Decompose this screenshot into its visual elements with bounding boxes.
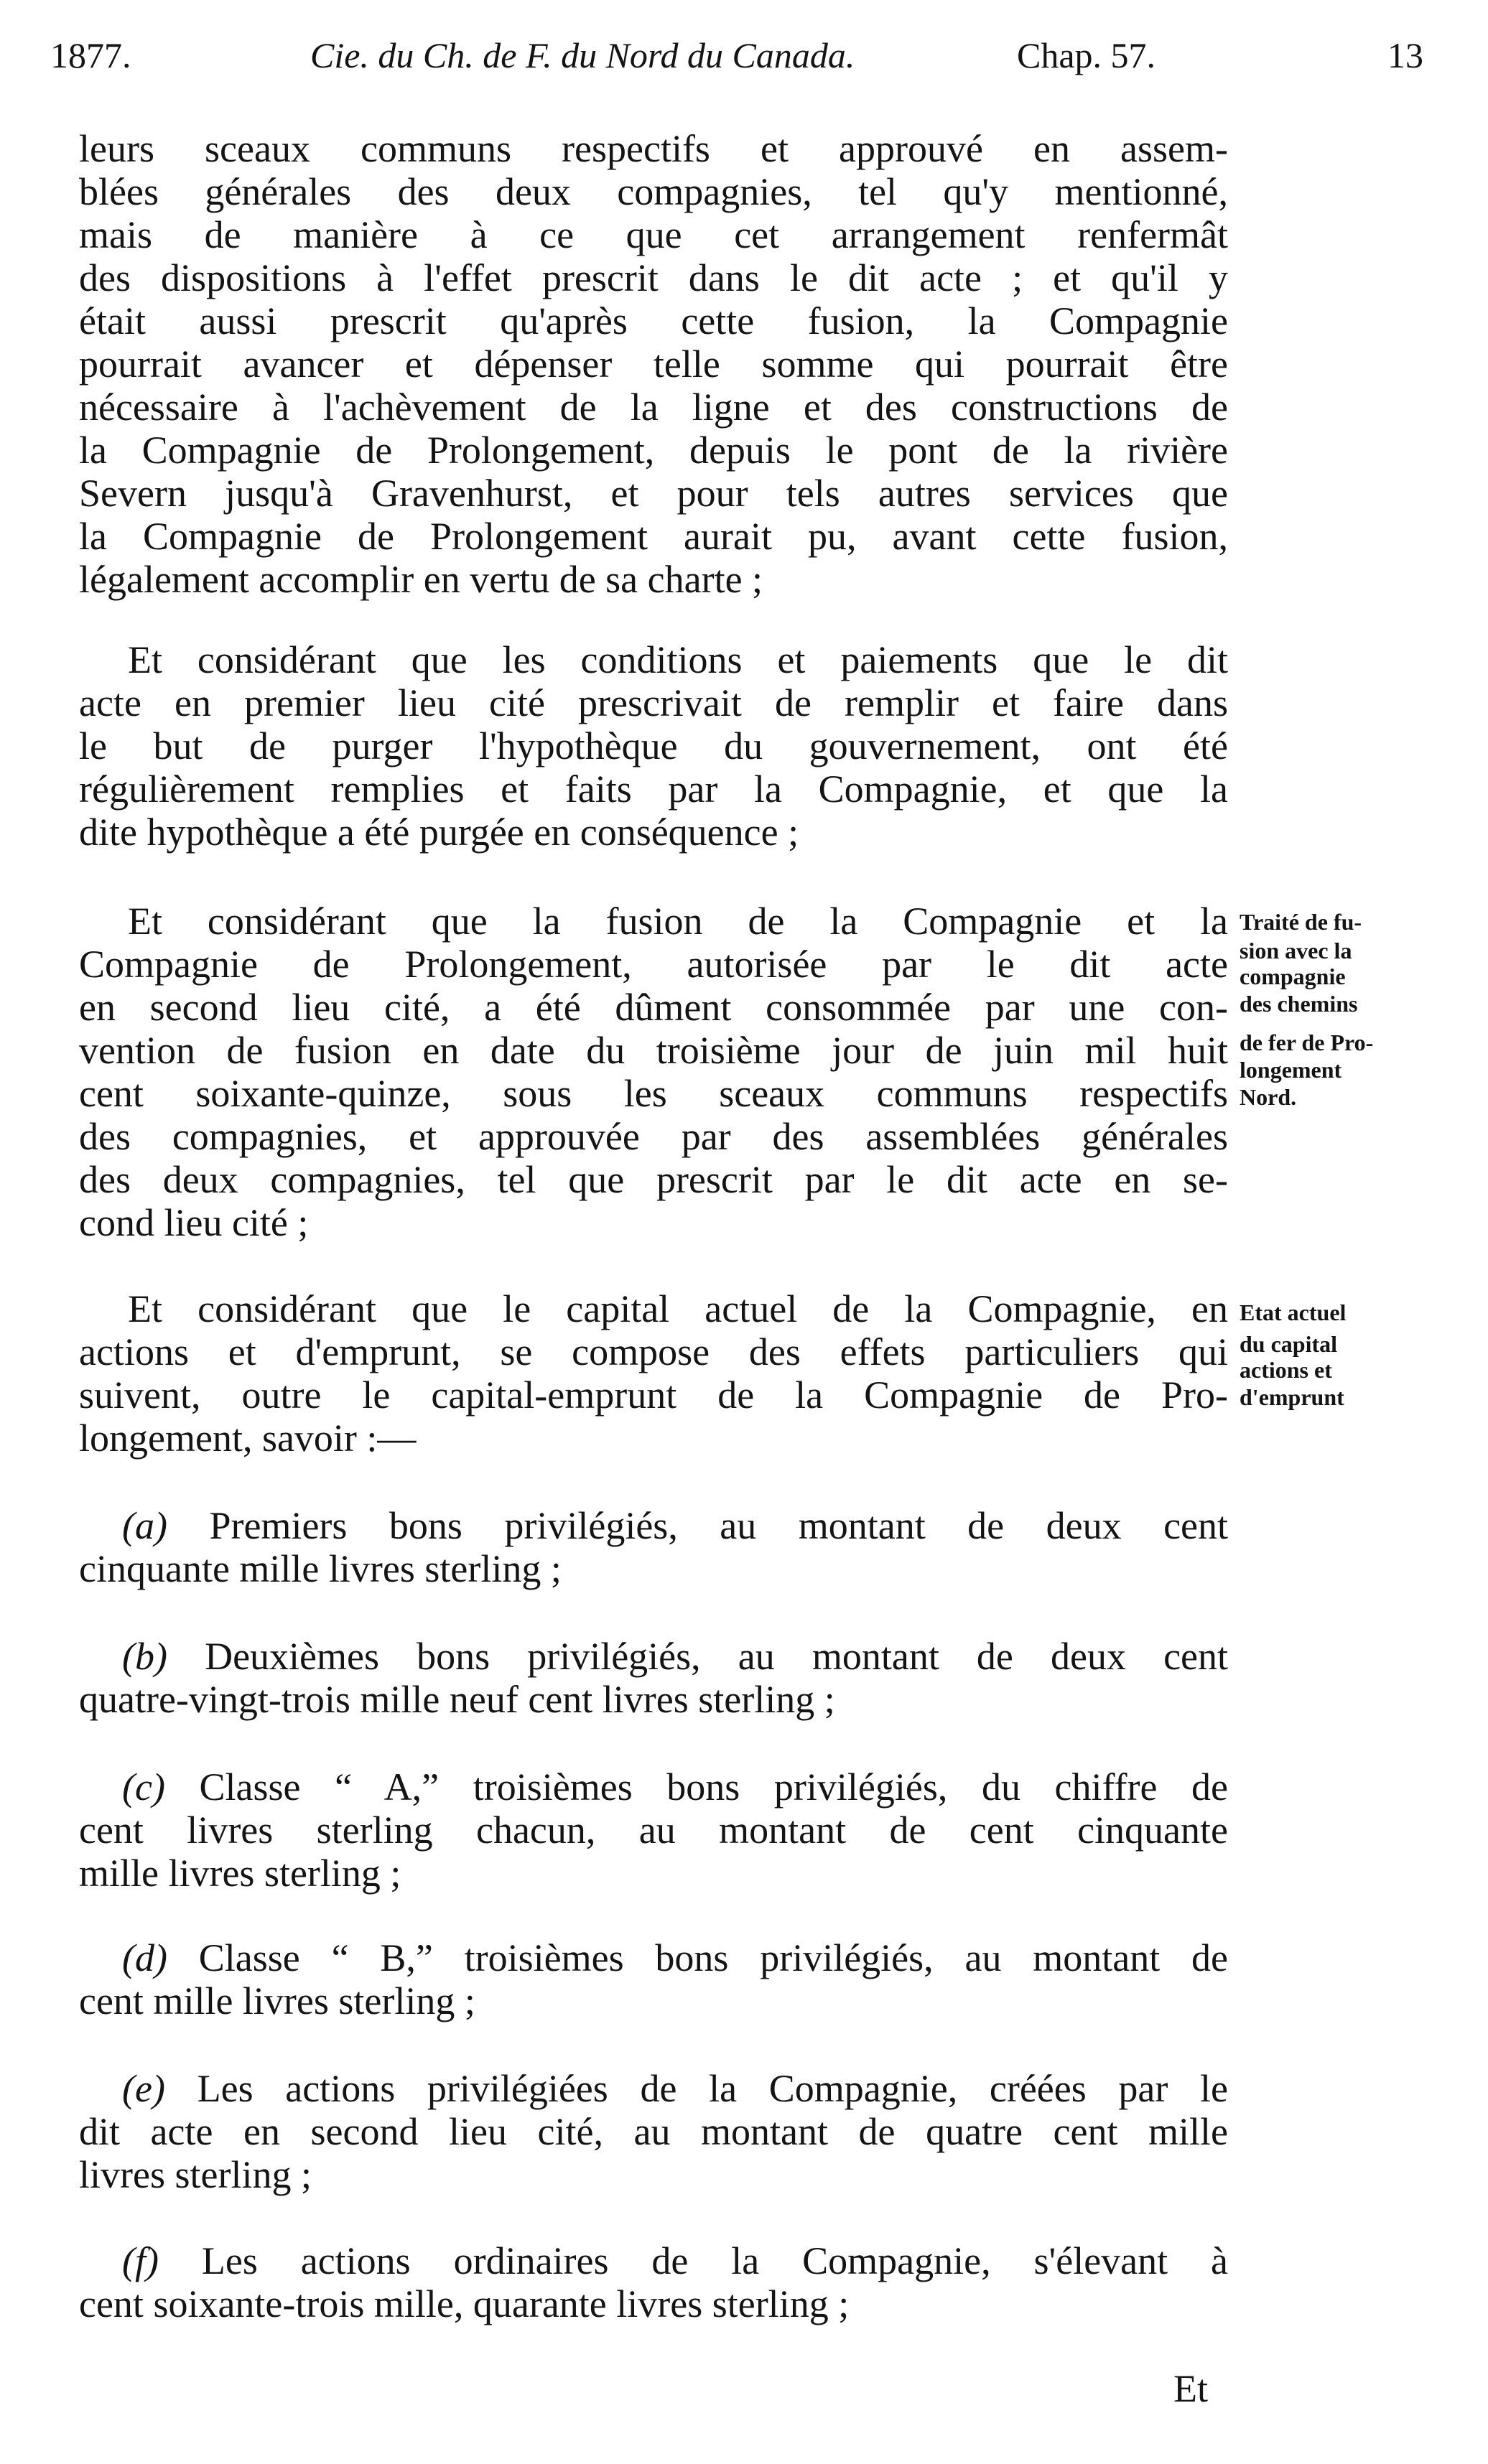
list-item-first-line bbox=[122, 1765, 1229, 1809]
list-item-first-line bbox=[122, 2241, 1228, 2280]
list-item-line: cent mille livres sterling ; bbox=[79, 1979, 475, 2022]
paragraph-3-line: Compagnie de Prolongement, autorisée par le dit acte bbox=[79, 943, 1228, 986]
list-item-line: cent livres sterling chacun, au montant de cent cinquante bbox=[79, 1809, 1228, 1852]
list-item-label: (c) bbox=[122, 1765, 165, 1809]
margin-note-line: de fer de Pro- bbox=[1240, 1030, 1374, 1055]
list-item-line: cinquante mille livres sterling ; bbox=[79, 1547, 562, 1590]
list-item-label: (a) bbox=[122, 1504, 167, 1547]
paragraph-1-line: blées générales des deux compagnies, tel qu'y mentionné, bbox=[79, 170, 1228, 213]
paragraph-2-line: Et considérant que les conditions et paiements que le dit bbox=[128, 638, 1228, 681]
margin-note-line: compagnie bbox=[1240, 963, 1346, 989]
list-item-line: mille livres sterling ; bbox=[79, 1852, 401, 1895]
list-item-text: Les actions ordinaires de la Compagnie, s'élevant à bbox=[201, 2239, 1228, 2282]
list-item-first-line bbox=[122, 1938, 1228, 1977]
paragraph-4-line: suivent, outre le capital-emprunt de la Compagnie de Pro- bbox=[79, 1373, 1228, 1417]
paragraph-3-line: cond lieu cité ; bbox=[79, 1201, 309, 1244]
paragraph-2-line: régulièrement remplies et faits par la Compagnie, et que la bbox=[79, 767, 1228, 811]
list-item-line: dit acte en second lieu cité, au montant de quatre cent mille bbox=[79, 2110, 1228, 2153]
paragraph-1-line: mais de manière à ce que cet arrangement renfermât bbox=[79, 213, 1228, 256]
paragraph-1-line: légalement accomplir en vertu de sa charte ; bbox=[79, 558, 763, 601]
paragraph-1-line: la Compagnie de Prolongement, depuis le pont de la rivière bbox=[79, 429, 1228, 472]
margin-note-line: longement bbox=[1240, 1057, 1342, 1083]
header-chapter: Chap. 57. bbox=[1017, 35, 1156, 75]
list-item-first-line bbox=[122, 1506, 1228, 1545]
paragraph-4-line: longement, savoir :— bbox=[79, 1417, 417, 1460]
paragraph-1-line: pourrait avancer et dépenser telle somme qui pourrait être bbox=[79, 342, 1228, 386]
list-item-text: Les actions privilégiées de la Compagnie, créées par le bbox=[197, 2067, 1228, 2110]
list-item-line: quatre-vingt-trois mille neuf cent livres sterling ; bbox=[79, 1678, 835, 1721]
margin-note-line: des chemins bbox=[1240, 991, 1358, 1017]
paragraph-3-line: Et considérant que la fusion de la Compagnie et la bbox=[128, 900, 1228, 943]
list-item-text: Premiers bons privilégiés, au montant de deux cent bbox=[209, 1504, 1229, 1547]
margin-note-line: Etat actuel bbox=[1240, 1299, 1347, 1325]
paragraph-1-line: nécessaire à l'achèvement de la ligne et des constructions de bbox=[79, 386, 1228, 429]
list-item-label: (e) bbox=[122, 2067, 165, 2110]
paragraph-1-line: des dispositions à l'effet prescrit dans le dit acte ; et qu'il y bbox=[79, 256, 1228, 299]
paragraph-3-line: des compagnies, et approuvée par des assemblées générales bbox=[79, 1115, 1228, 1158]
paragraph-3-line: en second lieu cité, a été dûment consommée par une con- bbox=[79, 986, 1228, 1029]
paragraph-3-line: cent soixante-quinze, sous les sceaux communs respectifs bbox=[79, 1072, 1228, 1115]
margin-note-line: Traité de fu- bbox=[1240, 909, 1362, 935]
paragraph-1-line: la Compagnie de Prolongement aurait pu, avant cette fusion, bbox=[79, 515, 1228, 558]
margin-note-line: Nord. bbox=[1240, 1084, 1297, 1110]
paragraph-1-line: était aussi prescrit qu'après cette fusion, la Compagnie bbox=[79, 299, 1228, 342]
paragraph-3-line: vention de fusion en date du troisième jour de juin mil huit bbox=[79, 1029, 1228, 1072]
list-item-first-line bbox=[122, 2069, 1228, 2108]
paragraph-2-line: acte en premier lieu cité prescrivait de remplir et faire dans bbox=[79, 681, 1228, 724]
list-item-label: (d) bbox=[122, 1936, 167, 1979]
page-number: 13 bbox=[1387, 35, 1423, 75]
list-item-label: (b) bbox=[122, 1635, 167, 1678]
paragraph-4-line: Et considérant que le capital actuel de la Compagnie, en bbox=[128, 1287, 1228, 1330]
paragraph-2-line: le but de purger l'hypothèque du gouvernement, ont été bbox=[79, 724, 1228, 767]
margin-note-line: d'emprunt bbox=[1240, 1384, 1344, 1410]
list-item-text: Classe “ A,” troisièmes bons privilégiés, du chiffre de bbox=[199, 1765, 1229, 1809]
catchword: Et bbox=[1173, 2367, 1208, 2410]
margin-note-line: sion avec la bbox=[1240, 938, 1352, 963]
list-item-text: Classe “ B,” troisièmes bons privilégiés, au montant de bbox=[198, 1936, 1228, 1979]
header-title: Cie. du Ch. de F. du Nord du Canada. bbox=[310, 35, 855, 75]
paragraph-3-line: des deux compagnies, tel que prescrit par le dit acte en se- bbox=[79, 1158, 1228, 1201]
paragraph-1-line: Severn jusqu'à Gravenhurst, et pour tels autres services que bbox=[79, 472, 1228, 515]
list-item-label: (f) bbox=[122, 2239, 159, 2282]
paragraph-1-line: leurs sceaux communs respectifs et approuvé en assem- bbox=[79, 127, 1228, 170]
list-item-line: cent soixante-trois mille, quarante livres sterling ; bbox=[79, 2282, 850, 2325]
margin-note-line: actions et bbox=[1240, 1357, 1332, 1383]
margin-note-line: du capital bbox=[1240, 1331, 1338, 1357]
header-year: 1877. bbox=[50, 35, 131, 75]
paragraph-2-line: dite hypothèque a été purgée en conséquence ; bbox=[79, 811, 799, 854]
list-item-text: Deuxièmes bons privilégiés, au montant de deux cent bbox=[205, 1635, 1229, 1678]
paragraph-4-line: actions et d'emprunt, se compose des effets particuliers qui bbox=[79, 1330, 1228, 1373]
list-item-line: livres sterling ; bbox=[79, 2153, 312, 2196]
list-item-first-line bbox=[122, 1637, 1228, 1676]
